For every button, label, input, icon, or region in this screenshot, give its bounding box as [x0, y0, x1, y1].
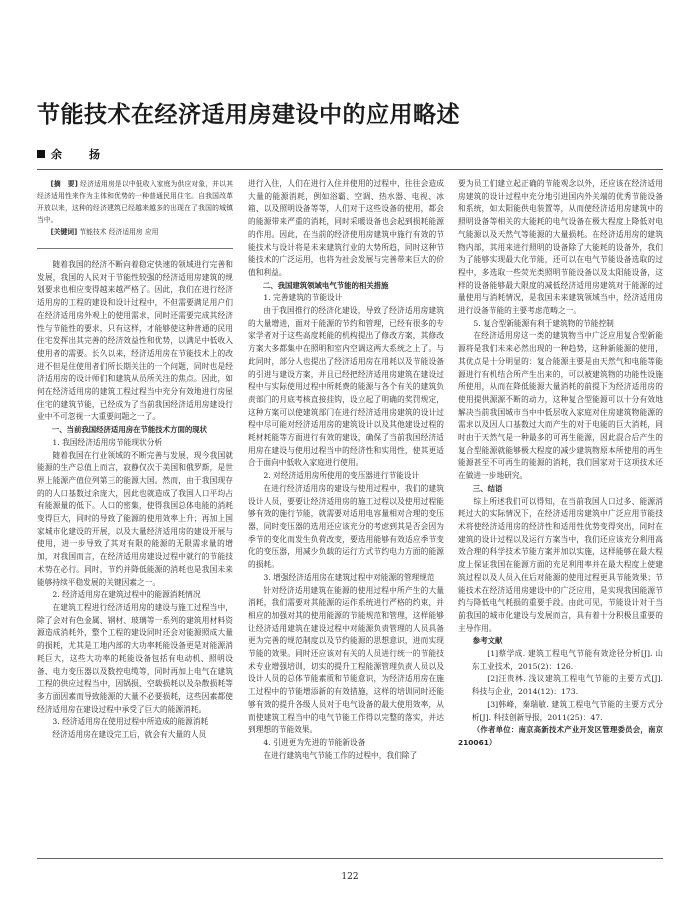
keywords-label: [关键词] — [50, 228, 78, 236]
body-paragraph: 在经济适用房这一类的建筑物当中广泛应用复合型新能源将是我们未来必然出现的一种趋势，这种新能源的使用，其优点是十分明显的：复合能源主要是由天然气和电能等能源进行有机结合所产生出来的，可以被建筑物的功能性设施所使用，从而在降低能源大量消耗的前提下为经济适用房的使用提供源源不断的动力，这种复合型能源可以十分有效地解决当前我国城市当中中低层收入家庭对住房建筑物能源的需求以及因人口基数过大而产生的对于电能的巨大消耗，同时由于天然气是一种最多的可再生能源，因此混合后产生的复合型能源就能够极大程度的减少建筑物原本所使用的再生能源甚至不可再生的能源的消耗，我们国家对于这项技术还在做进一步地研究。 — [458, 331, 663, 481]
header-divider — [37, 169, 663, 170]
section-heading: 二、我国建筑领域电气节能的相关措施 — [262, 280, 389, 290]
subsection-heading: 3. 增强经济适用房在建筑过程中对能源的管理规范 — [263, 572, 435, 582]
section-heading: 一、当前我国经济适用房在节能技术方面的现状 — [51, 425, 208, 435]
subsection-heading: 2. 对经济适用房所使用的变压器进行节能设计 — [263, 471, 420, 481]
abstract-text: 经济适用房是以中低收入家庭为供应对象，并以其经济适用性来作为主体和优势的一种普通民用住宅。自我国改革开放以来，这种的经济建筑已经越来越多的出现在了我国的城镇当中。 — [37, 180, 233, 224]
body-paragraph: 综上所述我们可以得知，在当前我国人口过多、能源消耗过大的实际情况下，在经济适用房建筑中广泛应用节能技术将使经济适用房的经济性和适用性优势变得突出，同时在建筑的设计过程以及运行方案当中，我们还应该充分利用高效合理的科学技术节能方案并加以实施，这样能够在最大程度上保证我国在能源方面的充足利用率并在最大程度上使建筑过程以及人员入住后对能源的使用过程更具节能效果；节能技术在经济适用房建设中的广泛应用，是实现我国能源节约与降低电气耗损的重要手段。由此可见，节能设计对于当前我国的城市化建设与发展而言，具有着十分积极且重要的主导作用。 — [458, 496, 663, 633]
references-heading: 参考文献 — [472, 636, 503, 646]
body-paragraph: 经济适用房在建设完工后，就会有大量的人员 — [52, 730, 207, 740]
abstract-label: [摘 要] — [50, 180, 78, 188]
article-title: 节能技术在经济适用房建设中的应用略述 — [37, 102, 460, 128]
reference-item: [3]韩峰，秦瑞敏. 建筑工程电气节能的主要方式分析[J]. 科技创新导报，2011(25)：47. — [471, 699, 663, 722]
body-paragraph: 针对经济适用建筑在能源的使用过程中所产生的大量消耗，我们需要对其能源的运作系统进行严格的约束，并相应的加强对其的使用能源的节能规范和管理，这样能够让经济适用建筑在建设过程中对能源负责管理的人员具备更为完善的规范制度以及节约能源的思想意识，进而实现节能的效果。同时还应该对有关的人员进行统一的节能技术专业增强培训，切实的提升工程能源管理负责人员以及设计人员的总体节能素质和节能意识，为经济适用房在施工过程中的节能增添新的有效措施，这样的培训同时还能够有效的提升各级人员对于电气设备的最大使用效率，从而使建筑工程当中的电气节能工作得以完整的落实，并达到理想的节能效果。 — [248, 585, 444, 735]
page-number: 122 — [341, 872, 359, 882]
subsection-heading: 3. 经济适用房在使用过程中所造成的能源消耗 — [52, 717, 209, 727]
subsection-heading: 5. 复合型新能源有利于建筑物的节能控制 — [473, 318, 614, 328]
column-1 — [37, 178, 233, 742]
body-paragraph: 在进行经济适用房的建设与使用过程中，我们的建筑设计人员，要要让经济适用房的施工过程以及使用过程能够有效的施行节能，就需要对适用电容量相对合理的变压器，同时变压器的选用还应该充分的考虑到其是否会因为季节的变化而发生负荷改变，要选用能够有效适应季节变化的变压器，用减少负载的运行方式节约电力方面的能源的损耗。 — [248, 483, 444, 570]
body-paragraph: 由于我国推行的经济化建设，导致了经济适用房建筑的大量增进，面对于能源的节约和管理，已经有很多的专家学者对于这些高度耗能的机构提出了修改方案，其修改方案大多都集中在照明和室内空调这两大系统之上了。与此同时，部分人也提出了经济适用房在用耗以及节能设备的引进与建设方案，并且已经把经济适用房建筑在建设过程中与实际使用过程中所耗费的能源与各个有关的建筑负责部门的月底考核直接挂钩，设立起了明确的奖罚规定，这种方案可以使建筑部门在进行经济适用房建筑的设计过程中尽可能对经济适用房的建筑设计以及其他建设过程的耗材耗能等方面进行有效的建设，确保了当前我国经济适用房在建设与使用过程当中的经济性和实用性，使其更适合于面向中低收入家庭进行使用。 — [248, 306, 444, 468]
section-heading: 三、结语 — [472, 483, 503, 493]
bullet-square-icon — [37, 150, 45, 158]
column-2 — [248, 178, 444, 762]
keywords — [37, 226, 233, 238]
keywords-text: 节能技术 经济适用房 应用 — [79, 228, 159, 236]
body-paragraph: 在建筑工程进行经济适用房的建设与施工过程当中，除了会对有色金属、钢材、玻璃等一系列的建筑用材料资源造成消耗外，整个工程的建设同时还会对能源照成大量的损耗，尤其是工地内部的大功率耗能设备更是对能源消耗巨大，这些大功率的耗能设备包括有电动机、照明设备、电力变压器以及数控电缆等，同时再加上电气在建筑工程的供应过程当中，因锅损、空载损耗以及杂散损耗等多方面因素而导致能源的大量不必要损耗，这些因素都使经济适用房在建设过程中承受了巨大的能源消耗。 — [37, 602, 233, 714]
subsection-heading: 2. 经济适用房在建筑过程中的能源消耗情况 — [52, 590, 201, 600]
body-paragraph: 要为员工们建立起正确的节能观念以外，还应该在经济适用房建筑的设计过程中充分地引进国内外关端的优秀节能设备和系统，如太阳能供电装置等，从而使经济适用房建筑中的照明设备等相关的大能耗的电气设备在极大程度上降低对电气能源以及天然气等能源的大量损耗。在经济适用房的建筑物内部，其用来进行照明的设备除了大能耗的设备外，我们为了能够实现最大化节能，还可以在电气节能设备选取的过程中，多选取一些荧光类照明节能设备以及太阳能设备，这样的设备能够最大限度的减低经济适用房建筑对于能源的过量使用与消耗情况，是我国未来建筑领域当中，经济适用房进行设备节能的主要考虑范畴之一。 — [458, 179, 663, 316]
footer-divider — [37, 858, 663, 859]
reference-item: [2]汪贵林. 浅议建筑工程电气节能的主要方式[J]. 科技与企业，2014(12)：173. — [471, 674, 663, 697]
subsection-heading: 1. 完善建筑的节能设计 — [263, 293, 343, 303]
body-paragraph: 进行入住，人们在进行入住并使用的过程中，往往会造成大量的能源消耗，例如浴霸、空调、热水器、电视、冰箱、以及照明设备等等，人们对于这些设备的使用，都会的能源带来严重的消耗，同时采暖设备也会起到损耗能源的作用。因此，在当前的经济使用房建筑中施行有效的节能技术与设计将是未来建筑行业的大势所趋，同时这种节能技术的广泛运用，也将为社会发展与完善带来巨大的价值和利益。 — [248, 179, 444, 277]
author-name: 余 扬 — [51, 148, 108, 161]
author-line — [37, 146, 108, 162]
column-3 — [458, 178, 663, 750]
body-paragraph: 随着我国在行业领域的不断完善与发展，现今我国就能源的生产总值上而言，寂静仅次于美国和俄罗斯，是世界上能源产值位列第三的能源大国。然而，由于我国现存的的人口基数过余庞大，因此也就造成了我国人口平均占有能源量的低下。人口的密集，使得我国总体电能的消耗变得巨大，同时的导致了能源的使用效率上升；再加上国家城市化建设的开展，以及大量经济适用房的建设开展与使用，进一步导致了其对有限的能源的无限需求量的增加，对我国而言，在经济适用房建设过程中就行的节能技术势在必行。同时，节约并降低能源的消耗也是我国未来能够持续平稳发展的关键因素之一。 — [37, 450, 233, 587]
subsection-heading: 4. 引进更为先进的节能新设备 — [263, 737, 366, 747]
abstract-divider — [37, 248, 233, 249]
intro-paragraph: 随着我国的经济不断向着稳定快速的领域进行完善和发展，我国的人民对于节能性较强的经济适用房建筑的规划要求也相应变得越来越严格了。因此，我们在进行经济适用房的工程的建设和设计过程中，不但需要满足用户们在经济适用房外观上的使用需求，同时还需要完成其经济性与节能性的要求，只有这样，才能够使这种普通的民用住宅发挥出其完善的经济效益性和优势，以满足中低收入使用者的需要。长久以来，经济适用房在节能技术上的改进不但是住使用者们所长期关注的一个问题，同时也是经济适用房的设计师们和建筑从员所关注的焦点。因此，如何在经济适用房的建筑工程过程当中充分有效地进行房屋住宅的建筑节能，已经成为了当前我国经济适用房建设行业中不可忽视一大重要问题之一了。 — [37, 260, 233, 422]
author-affiliation: （作者单位：南京高新技术产业开发区管理委员会，南京 210061） — [458, 725, 663, 747]
abstract — [37, 178, 233, 226]
subsection-heading: 1. 我国经济适用房节能现状分析 — [52, 437, 163, 447]
reference-item: [1]蔡学成. 建筑工程电气节能有效途径分析[J]. 山东工业技术，2015(2)：126. — [471, 649, 663, 671]
body-paragraph: 在进行建筑电气节能工作的过程中，我们除了 — [263, 750, 418, 760]
